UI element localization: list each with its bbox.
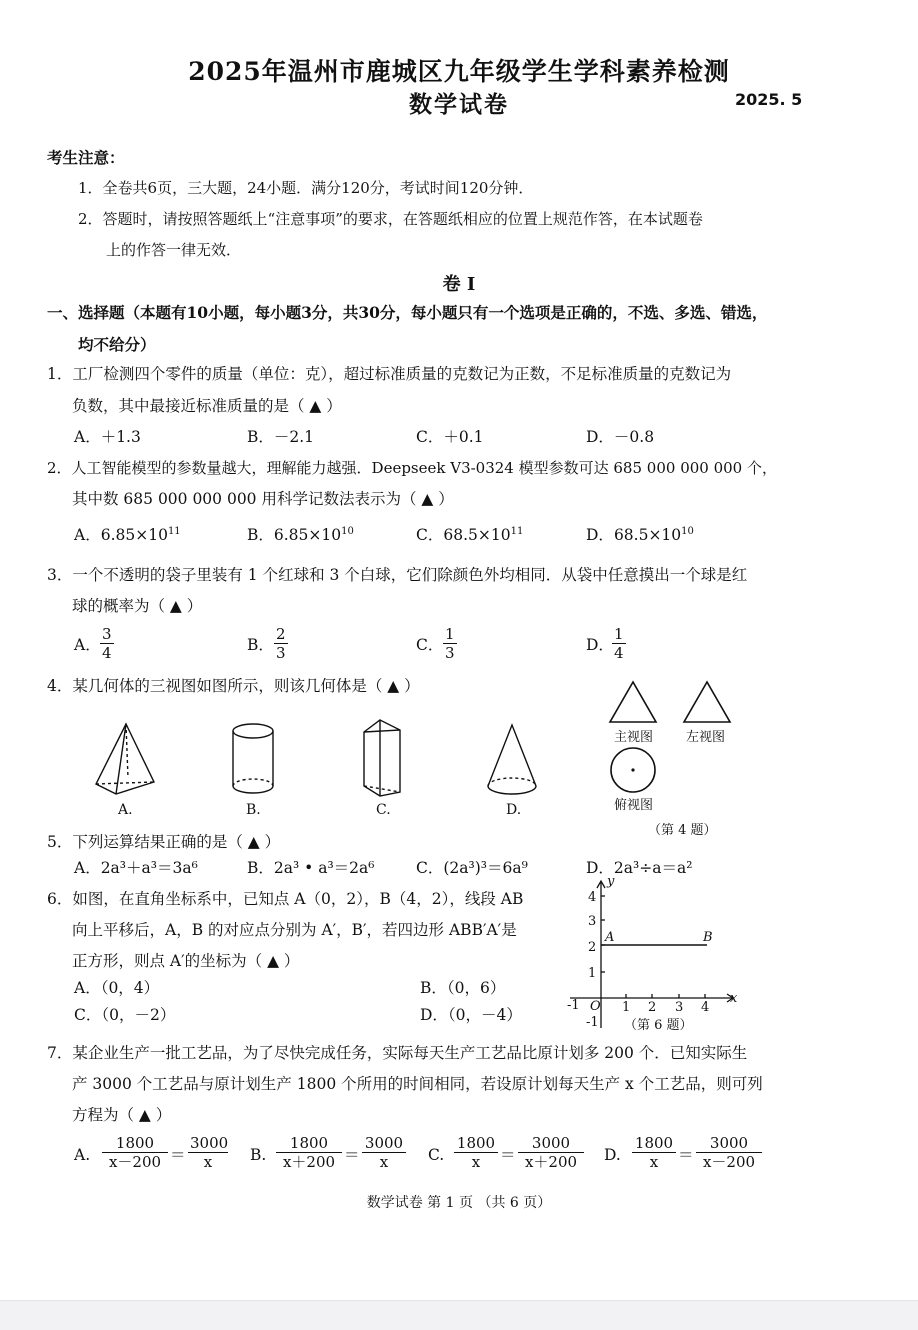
q3-option-a-letter: A． bbox=[74, 636, 101, 654]
exam-date: 2025. 5 bbox=[735, 90, 803, 109]
q7-option-c-right-fraction: $\frac{3000}{x+200}$ bbox=[518, 1134, 584, 1171]
q7-stem-cont-2: 方程为（ ▲ ） bbox=[72, 1106, 172, 1124]
q6-option-c: C．（0，－2） bbox=[74, 1006, 176, 1024]
q7-option-b-right-fraction: $\frac{3000}{x}$ bbox=[362, 1134, 406, 1171]
origin-label: O bbox=[590, 999, 601, 1014]
q1-option-b: B．－2.1 bbox=[247, 428, 315, 446]
q3-option-d-fraction: $\frac{1}{4}$ bbox=[614, 625, 624, 662]
q1-option-d: D．－0.8 bbox=[586, 428, 655, 446]
q4-top-view-circle bbox=[608, 746, 658, 794]
q7-option-d-right-fraction: $\frac{3000}{x-200}$ bbox=[696, 1134, 762, 1171]
q3-option-b-fraction: $\frac{2}{3}$ bbox=[276, 625, 286, 662]
q7-option-a-equals: ＝ bbox=[170, 1146, 186, 1164]
q4-front-view-label: 主视图 bbox=[614, 730, 654, 745]
q7-stem-cont-1: 产 3000 个工艺品与原计划生产 1800 个所用的时间相同，若设原计划每天生产 x 个工艺品，则可列 bbox=[72, 1075, 763, 1093]
q7-stem: 7．某企业生产一批工艺品，为了尽快完成任务，实际每天生产工艺品比原计划多 200 个．已知实际生 bbox=[47, 1044, 748, 1062]
exam-subtitle: 数学试卷 bbox=[409, 91, 509, 118]
y-tick-3: 3 bbox=[588, 914, 597, 929]
q4-left-view-label: 左视图 bbox=[686, 730, 726, 745]
q2-option-b: B．$6.85\times 10^{10}$ bbox=[247, 526, 354, 544]
q7-option-d-equals: ＝ bbox=[678, 1146, 694, 1164]
notice-item-2: 2．答题时，请按照答题纸上“注意事项”的要求，在答题纸相应的位置上规范作答，在本试题卷 bbox=[78, 210, 703, 228]
q4-option-a: A. bbox=[118, 802, 133, 818]
x-tick-3: 3 bbox=[675, 1000, 684, 1015]
q5-option-c: C．(2a³)³＝6a⁹ bbox=[416, 859, 528, 877]
point-b-label: B bbox=[703, 930, 713, 945]
q5-option-b: B．2a³ • a³＝2a⁶ bbox=[247, 859, 375, 877]
y-tick-4: 4 bbox=[588, 890, 597, 905]
q4-shape-cone bbox=[484, 722, 540, 798]
exam-title: 2025年温州市鹿城区九年级学生学科素养检测 bbox=[188, 57, 730, 86]
q7-option-d-letter: D. bbox=[604, 1146, 621, 1164]
q3-option-c-fraction: $\frac{1}{3}$ bbox=[445, 625, 455, 662]
q6-option-a: A．（0，4） bbox=[74, 979, 160, 997]
q6-stem: 6．如图，在直角坐标系中，已知点 A（0，2），B（4，2），线段 AB bbox=[47, 890, 524, 908]
notice-item-1: 1．全卷共6页，三大题，24小题．满分120分，考试时间120分钟． bbox=[78, 179, 534, 197]
q4-figure-caption: （第 4 题） bbox=[648, 823, 717, 838]
q5-stem: 5．下列运算结果正确的是（ ▲ ） bbox=[47, 833, 281, 851]
q3-option-b-letter: B． bbox=[247, 636, 274, 654]
y-tick-2: 2 bbox=[588, 940, 597, 955]
part-heading: 一、选择题（本题有10小题，每小题3分，共30分，每小题只有一个选项是正确的，不选、多选、错选， bbox=[47, 303, 768, 322]
q3-stem: 3．一个不透明的袋子里装有 1 个红球和 3 个白球，它们除颜色外均相同．从袋中任意摸出一个球是红 bbox=[47, 566, 748, 584]
q4-option-d: D. bbox=[506, 802, 522, 818]
q7-option-b-letter: B. bbox=[250, 1146, 267, 1164]
q4-option-c: C. bbox=[376, 802, 391, 818]
q4-shape-cylinder bbox=[228, 722, 278, 798]
q1-option-a: A．＋1.3 bbox=[74, 428, 141, 446]
q4-shape-pyramid bbox=[92, 722, 160, 798]
q6-option-b: B．（0，6） bbox=[420, 979, 506, 997]
q1-option-c: C．＋0.1 bbox=[416, 428, 484, 446]
q7-option-c-left-fraction: $\frac{1800}{x}$ bbox=[454, 1134, 498, 1171]
q6-option-d: D．（0，－4） bbox=[420, 1006, 522, 1024]
q7-option-c-letter: C. bbox=[428, 1146, 445, 1164]
q4-left-view-triangle bbox=[682, 680, 732, 724]
notice-heading: 考生注意： bbox=[47, 148, 125, 167]
q7-option-d-left-fraction: $\frac{1800}{x}$ bbox=[632, 1134, 676, 1171]
q3-option-c-letter: C． bbox=[416, 636, 444, 654]
q6-coordinate-graph bbox=[566, 874, 746, 1034]
part-heading-cont: 均不给分） bbox=[78, 335, 156, 354]
viewer-bottom-strip bbox=[0, 1300, 918, 1330]
q3-option-d-letter: D． bbox=[586, 636, 614, 654]
y-tick-neg1: -1 bbox=[586, 1015, 599, 1030]
q7-option-c-equals: ＝ bbox=[500, 1146, 516, 1164]
q2-stem: 2．人工智能模型的参数量越大，理解能力越强．Deepseek V3-0324 模型参数可达 685 000 000 000 个， bbox=[47, 459, 777, 477]
q7-option-a-right-fraction: $\frac{3000}{x}$ bbox=[190, 1134, 229, 1171]
q1-stem-cont: 负数，其中最接近标准质量的是（ ▲ ） bbox=[72, 397, 342, 415]
q2-option-c: C．$68.5\times 10^{11}$ bbox=[416, 526, 524, 544]
x-tick-1: 1 bbox=[622, 1000, 631, 1015]
q1-stem: 1．工厂检测四个零件的质量（单位：克），超过标准质量的克数记为正数，不足标准质量的克数记为 bbox=[47, 365, 732, 383]
q4-front-view-triangle bbox=[608, 680, 658, 724]
section-title: 卷 I bbox=[442, 274, 476, 295]
q7-option-a-letter: A. bbox=[74, 1146, 91, 1164]
q3-stem-cont: 球的概率为（ ▲ ） bbox=[72, 597, 203, 615]
y-tick-1: 1 bbox=[588, 966, 597, 981]
q7-option-b-equals: ＝ bbox=[344, 1146, 360, 1164]
x-axis-label: x bbox=[730, 991, 738, 1006]
q2-stem-cont: 其中数 685 000 000 000 用科学记数法表示为（ ▲ ） bbox=[72, 490, 454, 508]
page-footer: 数学试卷 第 1 页 （共 6 页） bbox=[366, 1195, 552, 1211]
q7-option-b-left-fraction: $\frac{1800}{x+200}$ bbox=[276, 1134, 342, 1171]
q4-option-b: B. bbox=[246, 802, 261, 818]
q6-figure-caption: （第 6 题） bbox=[624, 1018, 693, 1033]
x-tick-4: 4 bbox=[701, 1000, 710, 1015]
q3-option-a-fraction: $\frac{3}{4}$ bbox=[102, 625, 112, 662]
q4-shape-prism bbox=[358, 718, 408, 798]
q6-stem-cont-2: 正方形，则点 A′的坐标为（ ▲ ） bbox=[72, 952, 300, 970]
x-tick-neg1: -1 bbox=[567, 998, 580, 1013]
q4-top-view-label: 俯视图 bbox=[614, 798, 654, 813]
q2-option-d: D．$68.5\times 10^{10}$ bbox=[586, 526, 694, 544]
q5-option-d: D．2a³÷a＝a² bbox=[586, 859, 693, 877]
q6-stem-cont-1: 向上平移后，A，B 的对应点分别为 A′，B′，若四边形 ABB′A′是 bbox=[72, 921, 517, 939]
q5-option-a: A．2a³＋a³＝3a⁶ bbox=[74, 859, 198, 877]
point-a-label: A bbox=[605, 930, 615, 945]
q2-option-a: A．$6.85\times 10^{11}$ bbox=[74, 526, 181, 544]
q7-option-a-left-fraction: $\frac{1800}{x-200}$ bbox=[102, 1134, 168, 1171]
x-tick-2: 2 bbox=[648, 1000, 657, 1015]
notice-item-2-cont: 上的作答一律无效． bbox=[106, 241, 242, 259]
q4-stem: 4．某几何体的三视图如图所示，则该几何体是（ ▲ ） bbox=[47, 677, 420, 695]
y-axis-label: y bbox=[607, 874, 615, 889]
